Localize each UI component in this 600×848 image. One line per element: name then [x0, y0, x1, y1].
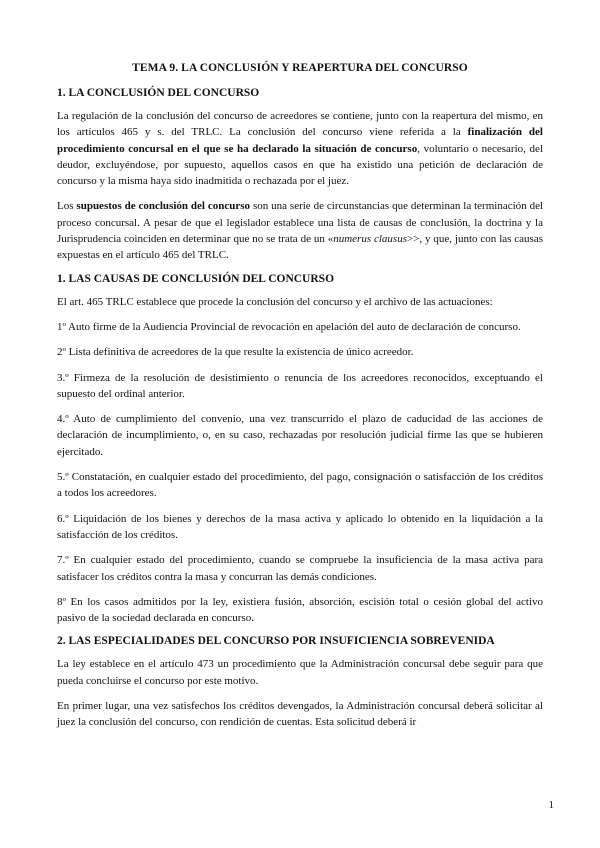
list-item-cause: 7.º En cualquier estado del procedimiento, cuando se compruebe la insuficiencia de la masa activa para satisfacer los créditos contra la masa y concurran las demás condiciones. [57, 554, 543, 583]
paragraph-intro: El art. 465 TRLC establece que procede la conclusión del concurso y el archivo de las actuaciones: [57, 295, 493, 308]
paragraph-regulation [57, 108, 543, 189]
list-item-cause: 6.º Liquidación de los bienes y derechos de la masa activa y aplicado lo obtenido en la liquidación a la satisfacción de los créditos. [57, 512, 543, 541]
paragraph-first-step: En primer lugar, una vez satisfechos los créditos devengados, la Administración concursal deberá solicitar al juez la conclusión del concurso, con rendición de cuentas. Esta solicitud deberá ir [57, 700, 543, 729]
document-title: TEMA 9. LA CONCLUSIÓN Y REAPERTURA DEL CONCURSO [132, 62, 468, 74]
section-heading-causas: 1. LAS CAUSAS DE CONCLUSIÓN DEL CONCURSO [57, 272, 335, 285]
list-item-cause: 1º Auto firme de la Audiencia Provincial de revocación en apelación del auto de declaración de concurso. [57, 320, 521, 333]
list-item-cause: 5.º Constatación, en cualquier estado del procedimiento, del pago, consignación o satisfacción de los créditos a todos los acreedores. [57, 471, 543, 500]
list-item-cause: 8º En los casos admitidos por la ley, existiera fusión, absorción, escisión total o cesión global del activo pasivo de la sociedad declarada en concurso. [57, 595, 543, 625]
bold-phrase: finalización del procedimiento concursal en el que se ha declarado la situación de concurso [57, 126, 543, 155]
list-item-cause: 2º Lista definitiva de acreedores de la que resulte la existencia de único acreedor. [57, 346, 414, 359]
document-page [57, 62, 543, 740]
list-item-cause: 4.º Auto de cumplimiento del convenio, una vez transcurrido el plazo de caducidad de las acciones de declaración de incumplimiento, o, en su caso, rechazadas por resolución judicial firme las que se hubieren ejercitado. [57, 413, 543, 458]
text-run: La regulación de la conclusión del concurso de acreedores se contiene, junto con la reapertura del mismo, en los artículos 465 y s. del TRLC. La conclusión del concurso viene referida a la [57, 110, 543, 139]
italic-phrase: numerus clausus [333, 233, 407, 246]
bold-phrase: supuestos de conclusión del concurso [76, 200, 251, 213]
text-run: >>, y que, junto con las causas expuestas en el artículo 465 del TRLC. [57, 233, 544, 262]
paragraph-supuestos [57, 198, 543, 263]
text-run: son una serie de circunstancias que determinan la terminación del proceso concursal. A pesar de que el legislador establece una lista de causas de conclusión, la doctrina y la Jurisprudencia coinciden en determinar que no se trata de un « [57, 200, 544, 246]
text-run: , voluntario o necesario, del deudor, excluyéndose, por supuesto, aquellos casos en que ha existido una petición de declaración de concurso y la misma haya sido inadmitida o rechazada por el juez. [57, 142, 543, 188]
list-item-cause: 3.º Firmeza de la resolución de desistimiento o renuncia de los acreedores reconocidos, exceptuando el supuesto del ordinal anterior. [57, 371, 543, 400]
section-heading-especialidades: 2. LAS ESPECIALIDADES DEL CONCURSO POR INSUFICIENCIA SOBREVENIDA [57, 635, 495, 648]
section-heading-conclusion: 1. LA CONCLUSIÓN DEL CONCURSO [57, 87, 260, 99]
paragraph-procedure: La ley establece en el artículo 473 un procedimiento que la Administración concursal debe seguir para que pueda concluirse el concurso por este motivo. [57, 658, 543, 687]
text-run: Los [57, 200, 77, 213]
page-number: 1 [548, 799, 554, 811]
